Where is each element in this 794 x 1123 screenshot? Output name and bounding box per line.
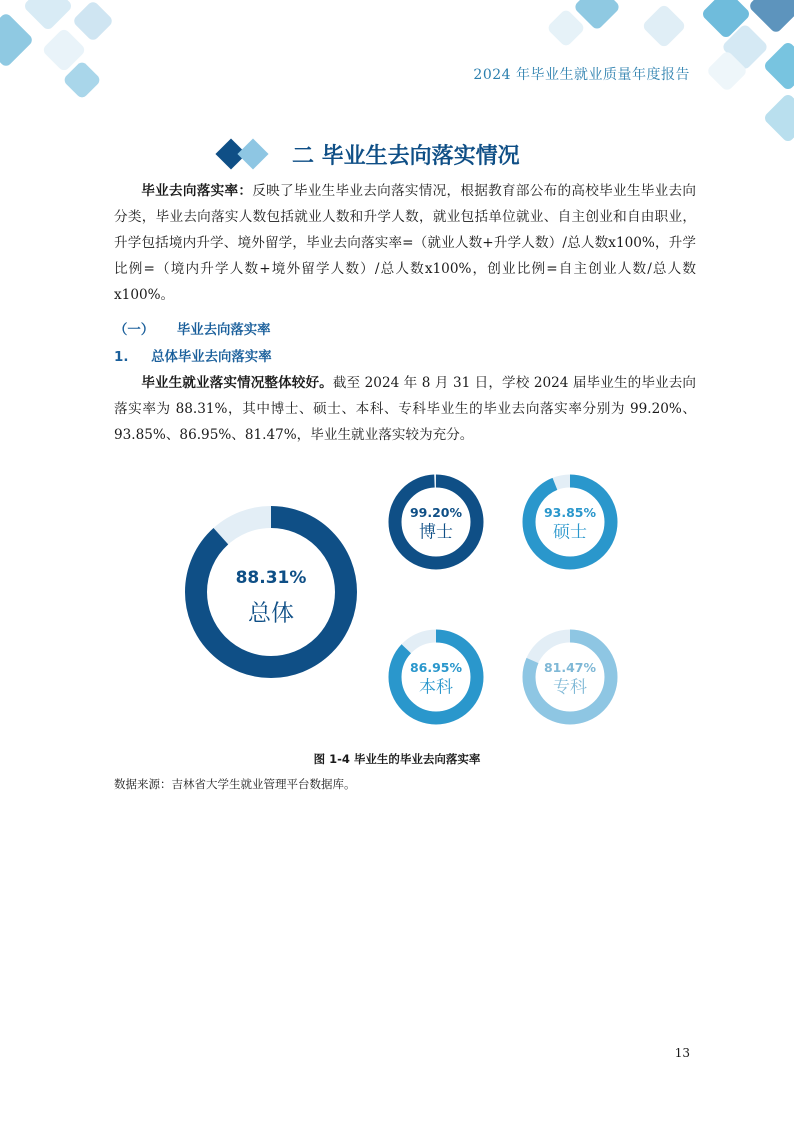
donut-arc-associate [529,636,611,718]
donut-bachelor [395,636,477,718]
figure-source: 数据来源：吉林省大学生就业管理平台数据库。 [114,777,356,791]
donut-track-overall [196,517,346,667]
donut-arc-bachelor [395,636,477,718]
donut-label-master: 硕士 [553,522,587,543]
subsection-2-title: 总体毕业去向落实率 [151,350,272,365]
donut-associate [529,636,611,718]
donut-arc-doctoral [395,481,477,563]
subsection-1-title: 毕业去向落实率 [176,323,271,338]
figure-caption: 图 1-4 毕业生的毕业去向落实率 [313,752,481,766]
page-number: 13 [674,1046,690,1060]
section-heading [216,134,520,174]
donut-value-bachelor: 86.95% [409,660,463,676]
subsection-2-label: 1. [114,350,129,365]
summary-paragraph [114,370,696,448]
section-title: 二 毕业生去向落实情况 [292,143,520,169]
subsection-1-label: （一） [114,323,155,338]
donut-track-associate [529,636,611,718]
donut-track-doctoral [395,481,477,563]
summary-lead: 毕业生就业落实情况整体较好。 [141,375,333,391]
subsection-heading-2 [114,346,272,365]
donut-overall [196,517,346,667]
intro-lead: 毕业去向落实率： [141,183,253,199]
donut-value-associate: 81.47% [543,660,597,676]
donut-label-bachelor: 本科 [419,677,453,698]
intro-paragraph [114,178,696,308]
intro-text: 反映了毕业生毕业去向落实情况，根据教育部公布的高校毕业生毕业去向分类，毕业去向落实人数包括就业人数和升学人数，就业包括单位就业、自主创业和自由职业，升学包括境内升学、境外留学，毕业去向落实率=（就业人数+升学人数）/总人数x100%，升学比例=（境内升学人数+境外留学人数）/总人数x100%，创业比例=自主创业人数/总人数x100%。 [114,183,697,303]
diamond-bullet-icon [216,137,272,171]
donut-doctoral [395,481,477,563]
donut-label-doctoral: 博士 [419,522,453,543]
donut-value-doctoral: 99.20% [409,505,463,521]
donut-arc-overall [196,517,346,667]
donut-value-master: 93.85% [543,505,597,521]
summary-text: 截至 2024 年 8 月 31 日，学校 2024 届毕业生的毕业去向落实率为 88.31%，其中博士、硕士、本科、专科毕业生的毕业去向落实率分别为 99.20%、93.85%、86.95%、81.47%，毕业生就业落实较为充分。 [114,375,696,443]
donut-arc-master [529,481,611,563]
subsection-heading-1 [114,319,271,338]
donut-track-bachelor [395,636,477,718]
report-header-title: 2024 年毕业生就业质量年度报告 [473,67,690,83]
donut-track-master [529,481,611,563]
donut-master [529,481,611,563]
donut-label-associate: 专科 [553,677,587,698]
donut-value-overall: 88.31% [235,568,307,588]
donut-label-overall: 总体 [248,600,294,627]
